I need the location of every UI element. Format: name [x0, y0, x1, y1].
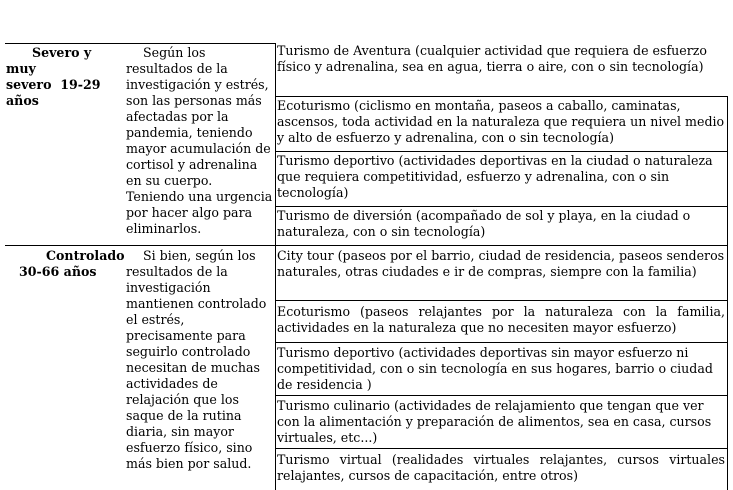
row-separator — [5, 245, 727, 246]
level-line: Severo y — [32, 45, 92, 60]
level-line: severo 19-29 — [6, 77, 101, 92]
stress-level-cell — [6, 45, 124, 109]
tourism-divider — [275, 448, 728, 449]
tourism-cell: Turismo de Aventura (cualquier actividad que requiera de esfuerzo físico y adrenalina, sea en agua, tierra o aire, con o sin tecnología) — [277, 43, 707, 74]
table-right-border — [727, 96, 728, 490]
tourism-cell: Turismo culinario (actividades de relajamiento que tengan que ver con la alimentación y preparación de alimentos, sea en casa, cursos virtuales, etc...) — [277, 398, 712, 445]
description-cell: Si bien, según los resultados de la investigación mantienen controlado el estrés, precisamente para seguirlo controlado necesitan de muchas actividades de relajación que los saque de la rutina diaria, sin mayor esfuerzo físico, sino más bien por salud. — [126, 248, 267, 471]
tourism-column-left-border — [275, 43, 276, 490]
table-top-border — [5, 43, 275, 44]
level-line: 30-66 años — [19, 264, 97, 279]
tourism-cell: Turismo virtual (realidades virtuales relajantes, cursos virtuales relajantes, cursos de capacitación, entre otros) — [277, 452, 725, 483]
level-line: muy — [6, 61, 36, 76]
tourism-divider — [275, 96, 728, 97]
level-line: Controlado — [46, 248, 125, 263]
tourism-divider — [275, 300, 728, 301]
stress-level-cell — [6, 248, 128, 280]
tourism-divider — [275, 342, 728, 343]
tourism-cell: City tour (paseos por el barrio, ciudad de residencia, paseos senderos naturales, otras ciudades e ir de compras, siempre con la familia) — [277, 248, 725, 279]
tourism-divider — [275, 206, 728, 207]
tourism-cell: Ecoturismo (paseos relajantes por la naturaleza con la familia, actividades en la naturaleza que no necesiten mayor esfuerzo) — [277, 304, 725, 335]
tourism-cell: Turismo deportivo (actividades deportivas sin mayor esfuerzo ni competitividad, con o sin tecnología en sus hogares, barrio o ciudad de residencia ) — [277, 345, 713, 392]
tourism-cell: Ecoturismo (ciclismo en montaña, paseos a caballo, caminatas, ascensos, toda actividad en la naturaleza que requiera un nivel medio y alto de esfuerzo y adrenalina, con o sin tecnología) — [277, 98, 725, 145]
tourism-cell: Turismo de diversión (acompañado de sol y playa, en la ciudad o naturaleza, con o sin tecnología) — [277, 208, 691, 239]
tourism-divider — [275, 395, 728, 396]
description-cell: Según los resultados de la investigación y estrés, son las personas más afectadas por la pandemia, teniendo mayor acumulación de cortisol y adrenalina en su cuerpo. Teniendo una urgencia por hacer algo para eliminarlos. — [126, 45, 273, 236]
tourism-divider — [275, 151, 728, 152]
tourism-cell: Turismo deportivo (actividades deportivas en la ciudad o naturaleza que requiera competitividad, esfuerzo y adrenalina, con o sin tecnología) — [277, 153, 713, 200]
level-line: años — [6, 93, 39, 108]
